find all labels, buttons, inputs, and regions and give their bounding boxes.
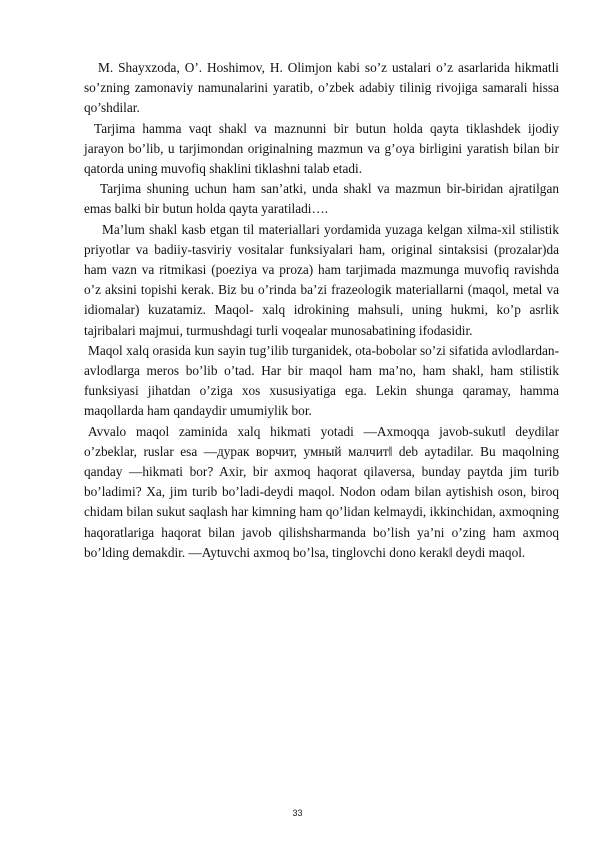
paragraph: Tarjima hamma vaqt shakl va maznunni bir butun holda qayta tiklashdek ijodiy jarayon bo’lib, u tarjimondan originalning mazmun va g’oya birligini yaratish bilan bir qatorda uning muvofiq shaklini tiklashni talab etadi. — [84, 120, 559, 177]
page-number: 33 — [292, 808, 303, 818]
paragraph: Avvalo maqol zaminida xalq hikmati yotadi ―Axmoqqa javob-sukut‖ deydilar o’zbeklar, ruslar esa ―дурак ворчит, умный малчит‖ deb aytadilar. Bu maqolning qanday ―hikmati bor? Axir, bir axmoq haqorat qilaversa, bunday paytda jim turib bo’ladimi? Xa, jim turib bo’ladi-deydi maqol. Nodon odam bilan aytishish oson, biroq chidam bilan sukut saqlash har kimning ham qo’lidan kelmaydi, ikkinchidan, axmoqning haqoratlariga haqorat bilan javob qilishsharmanda bo’lish ya’ni o’zing ham axmoq bo’lding demakdir. ―Aytuvchi axmoq bo’lsa, tinglovchi dono kerak‖ deydi maqol. — [84, 423, 559, 560]
paragraph: Maqol xalq orasida kun sayin tug’ilib turganidek, ota-bobolar so’zi sifatida avlodlardan-avlodlarga meros bo’lib o’tad. Har bir maqol ham ma’no, ham shakl, ham stilistik funksiyasi jihatdan o’ziga xos xususiyatiga ega. Lekin shunga qaramay, hamma maqollarda ham qandaydir umumiylik bor. — [84, 342, 559, 419]
paragraph: M. Shayxzoda, O’. Hoshimov, H. Olimjon kabi so’z ustalari o’z asarlarida hikmatli so’zning zamonaviy namunalarini yaratib, o’zbek adabiy tilinig rivojiga samarali hissa qo’shdilar. — [84, 60, 559, 116]
paragraph: Tarjima shuning uchun ham san’atki, unda shakl va mazmun bir-biridan ajratilgan emas balki bir butun holda qayta yaratiladi…. — [84, 181, 559, 217]
document-body — [84, 58, 559, 563]
paragraph: Ma’lum shakl kasb etgan til materiallari yordamida yuzaga kelgan xilma-xil stilistik priyotlar va badiiy-tasviriy vositalar funksiyalari ham, original sintaksisi (prozalar)da ham vazn va ritmikasi (poeziya va proza) ham tarjimada mazmunga muvofiq ravishda o’z aksini topishi kerak. Biz bu o’rinda ba’zi frazeologik materiallarni (maqol, metal va idiomalar) kuzatamiz. Maqol- xalq idrokining mahsuli, uning hukmi, ko’p asrlik tajribalari majmui, turmushdagi turli voqealar munosabatining ifodasidir. — [84, 221, 559, 338]
